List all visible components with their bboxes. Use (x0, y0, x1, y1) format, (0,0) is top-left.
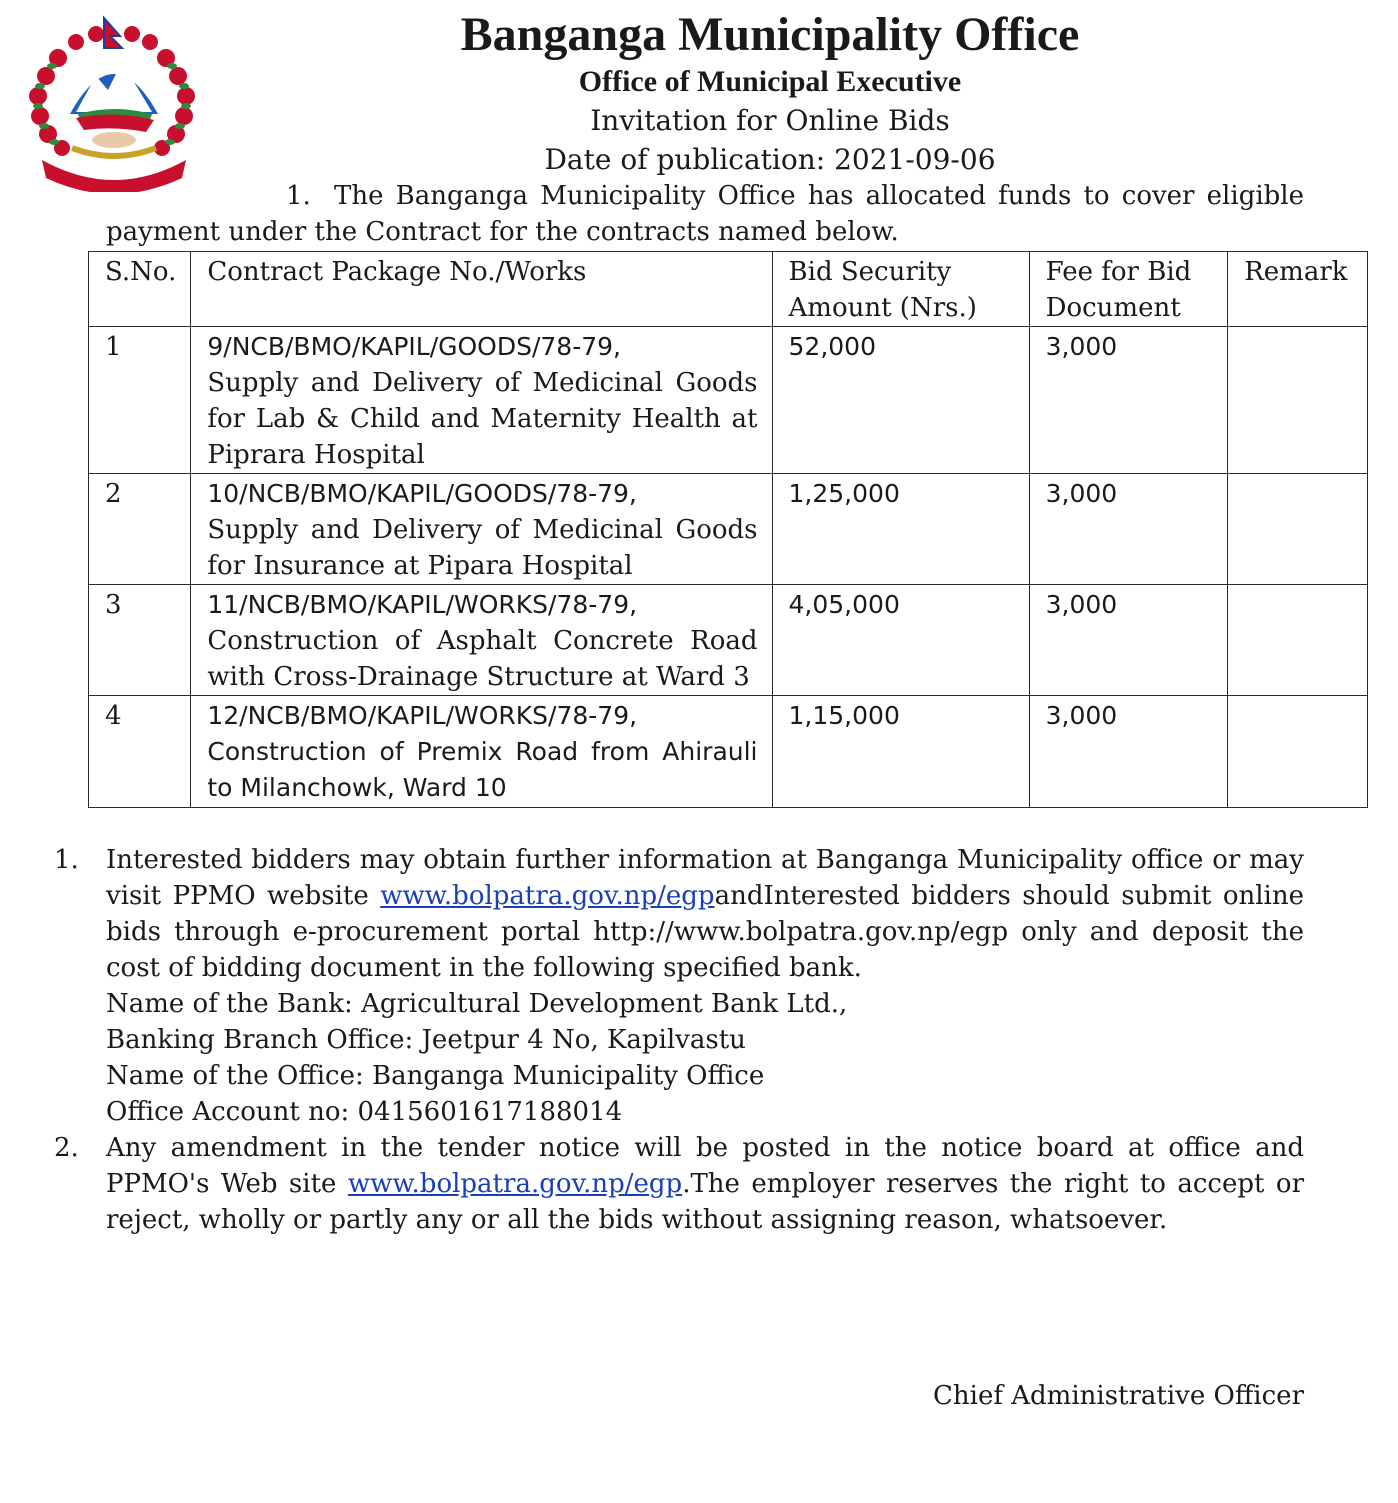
table-row (89, 474, 1368, 585)
package-description: Construction of Asphalt Concrete Road with Cross-Drainage Structure at Ward 3 (207, 626, 758, 692)
package-number: 11/NCB/BMO/KAPIL/WORKS/78-79, (207, 590, 638, 619)
row-security: 52,000 (772, 327, 1029, 474)
note-text (106, 1130, 1304, 1238)
note-item (54, 842, 1304, 1130)
row-fee: 3,000 (1029, 474, 1228, 585)
page-subtitle: Office of Municipal Executive (578, 65, 962, 98)
intro-number: 1. (286, 181, 311, 211)
row-remark (1228, 696, 1368, 808)
publication-date: Date of publication: 2021-09-06 (544, 143, 996, 176)
bolpatra-link[interactable]: www.bolpatra.gov.np/egp (380, 881, 715, 911)
note-item (54, 1130, 1304, 1238)
bank-branch: Banking Branch Office: Jeetpur 4 No, Kapilvastu (106, 1025, 746, 1055)
note-number: 2. (54, 1133, 79, 1163)
notes-list (54, 842, 1304, 1238)
note-text-end: .The employer reserves the right to accept or reject, wholly or partly any or all the bids without assigning reason, whatsoever. (106, 1169, 1304, 1235)
row-fee: 3,000 (1029, 585, 1228, 696)
header-remark: Remark (1228, 252, 1368, 327)
row-fee: 3,000 (1029, 696, 1228, 808)
row-sno: 4 (89, 696, 191, 808)
row-security: 1,25,000 (772, 474, 1029, 585)
bolpatra-link[interactable]: www.bolpatra.gov.np/egp (347, 1169, 683, 1199)
row-sno: 1 (89, 327, 191, 474)
header-sno: S.No. (89, 252, 191, 327)
notice-type: Invitation for Online Bids (590, 104, 950, 137)
row-remark (1228, 327, 1368, 474)
package-number: 12/NCB/BMO/KAPIL/WORKS/78-79, (207, 701, 638, 730)
header-works: Contract Package No./Works (191, 252, 772, 327)
note-text-end: andInterested bidders should submit online bids through e-procurement portal http://www.bolpatra.gov.np/egp only and deposit the cost of bidding document in the following specified bank. (106, 881, 1304, 983)
package-number: 10/NCB/BMO/KAPIL/GOODS/78-79, (207, 479, 637, 508)
row-sno: 2 (89, 474, 191, 585)
note-text-start: Any amendment in the tender notice will be posted in the notice board at office and PPMO's Web site (106, 1133, 1304, 1199)
intro-text: The Banganga Municipality Office has allocated funds to cover eligible payment under the Contract for the contracts named below. (106, 181, 1304, 247)
package-description: Supply and Delivery of Medicinal Goods for Lab & Child and Maternity Health at Piprara Hospital (207, 368, 758, 470)
nepal-emblem-logo (18, 14, 210, 192)
page-title: Banganga Municipality Office (460, 8, 1080, 61)
header-fee: Fee for Bid Document (1029, 252, 1228, 327)
row-works (191, 327, 772, 474)
row-works (191, 696, 772, 808)
package-description: Construction of Premix Road from Ahirauli to Milanchowk, Ward 10 (207, 737, 758, 802)
table-row (89, 327, 1368, 474)
account-number: Office Account no: 0415601617188014 (106, 1097, 623, 1127)
row-remark (1228, 585, 1368, 696)
table-row (89, 696, 1368, 808)
table-row (89, 585, 1368, 696)
note-text-start: Interested bidders may obtain further information at Banganga Municipality office or may visit PPMO website (106, 845, 1304, 911)
bank-name: Name of the Bank: Agricultural Development Bank Ltd., (106, 989, 848, 1019)
row-sno: 3 (89, 585, 191, 696)
row-fee: 3,000 (1029, 327, 1228, 474)
bid-table (88, 251, 1368, 808)
header-security: Bid Security Amount (Nrs.) (772, 252, 1029, 327)
package-number: 9/NCB/BMO/KAPIL/GOODS/78-79, (207, 332, 621, 361)
note-number: 1. (54, 845, 79, 875)
package-description: Supply and Delivery of Medicinal Goods for Insurance at Pipara Hospital (207, 515, 758, 581)
intro-paragraph (106, 178, 1304, 250)
row-works (191, 585, 772, 696)
signature-title: Chief Administrative Officer (933, 1381, 1304, 1411)
row-remark (1228, 474, 1368, 585)
table-header-row (89, 252, 1368, 327)
note-text (106, 842, 1304, 986)
row-security: 1,15,000 (772, 696, 1029, 808)
row-security: 4,05,000 (772, 585, 1029, 696)
row-works (191, 474, 772, 585)
office-name: Name of the Office: Banganga Municipality Office (106, 1061, 765, 1091)
